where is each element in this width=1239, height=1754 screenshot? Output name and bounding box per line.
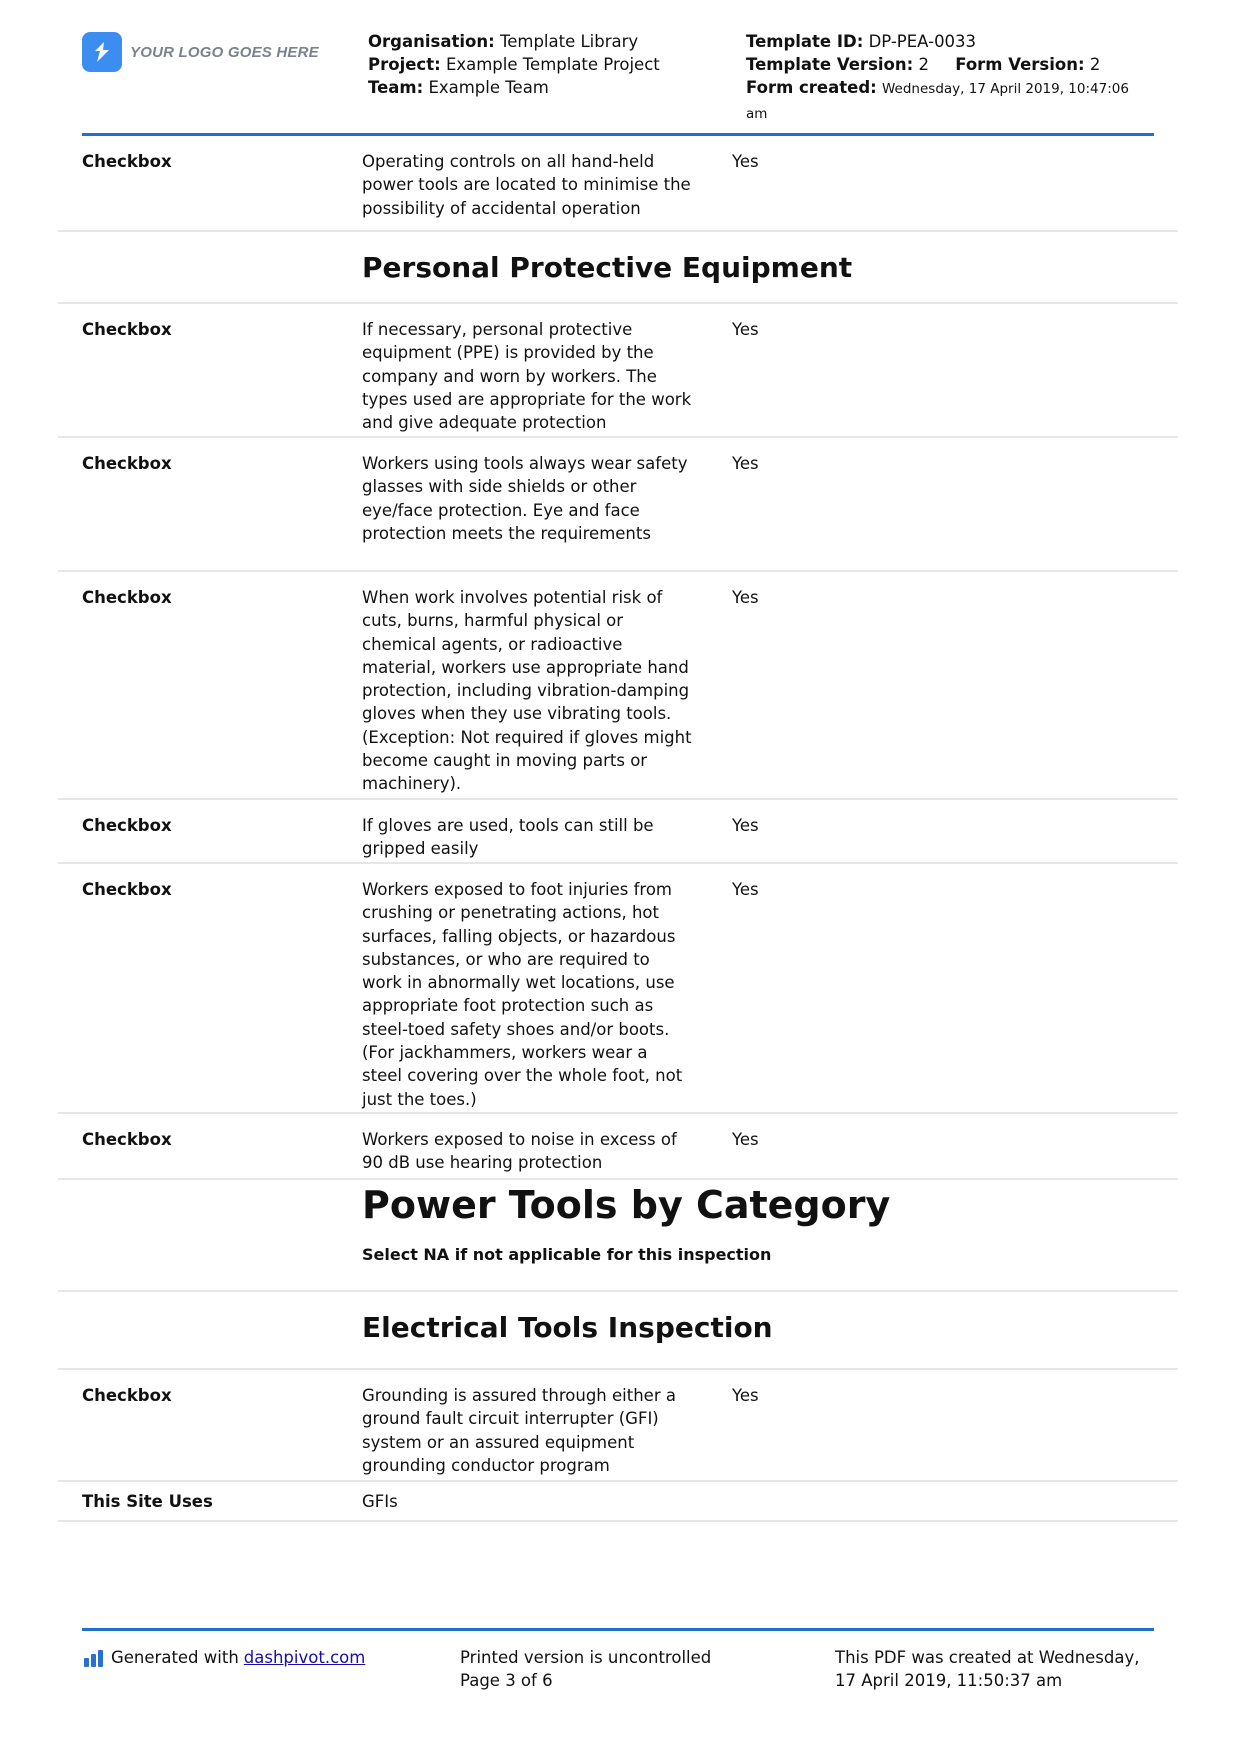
uncontrolled-notice: Printed version is uncontrolled	[460, 1648, 712, 1667]
table-row	[58, 800, 1178, 864]
field-label: Checkbox	[82, 454, 172, 473]
form-created-value: Wednesday, 17 April 2019, 10:47:06 am	[746, 81, 1129, 122]
field-value: Yes	[732, 588, 759, 607]
field-description: GFIs	[362, 1492, 398, 1511]
field-value: Yes	[732, 816, 759, 835]
header-org-info	[368, 30, 660, 99]
footer-print-info	[460, 1646, 711, 1692]
form-created-label: Form created:	[746, 78, 877, 97]
category-title: Power Tools by Category	[362, 1183, 891, 1227]
field-description: Grounding is assured through either a ground fault circuit interrupter (GFI) system or an assured equipment grounding conductor program	[362, 1386, 676, 1475]
field-label: Checkbox	[82, 816, 172, 835]
field-label: Checkbox	[82, 588, 172, 607]
template-id-value: DP-PEA-0033	[868, 32, 977, 51]
table-row	[58, 304, 1178, 438]
table-row	[58, 572, 1178, 800]
field-label: Checkbox	[82, 152, 172, 171]
table-row	[58, 1482, 1178, 1522]
header-template-info	[746, 30, 1154, 126]
team-value: Example Team	[428, 78, 549, 97]
table-row	[58, 864, 1178, 1114]
dashpivot-link[interactable]: dashpivot.com	[243, 1648, 366, 1667]
form-version-label: Form Version:	[955, 55, 1085, 74]
table-row	[58, 1114, 1178, 1180]
project-value: Example Template Project	[445, 55, 660, 74]
dashpivot-bars-icon	[84, 1649, 103, 1667]
logo-icon	[82, 32, 122, 72]
generated-text: Generated with	[111, 1648, 239, 1667]
team-label: Team:	[368, 78, 424, 97]
category-section-header	[58, 1180, 1178, 1292]
field-value: Yes	[732, 454, 759, 473]
field-description: Operating controls on all hand-held power tools are located to minimise the possibility of accidental operation	[362, 152, 691, 218]
section-title: Personal Protective Equipment	[362, 251, 853, 284]
template-version-value: 2	[918, 55, 929, 74]
field-label: Checkbox	[82, 1130, 172, 1149]
category-subtitle: Select NA if not applicable for this inspection	[362, 1245, 772, 1264]
field-description: When work involves potential risk of cuts, burns, harmful physical or chemical agents, or radioactive material, workers use appropriate hand protection, including vibration-damping gloves when they use vibrating tools. (Exception: Not required if gloves might become caught in moving parts or machinery).	[362, 588, 692, 794]
table-row	[58, 1370, 1178, 1482]
form-content	[58, 136, 1178, 1522]
field-label: This Site Uses	[82, 1492, 213, 1511]
page-number: Page 3 of 6	[460, 1671, 553, 1690]
field-description: If necessary, personal protective equipment (PPE) is provided by the company and worn by workers. The types used are appropriate for the work and give adequate protection	[362, 320, 692, 433]
section-title: Electrical Tools Inspection	[362, 1311, 773, 1344]
field-label: Checkbox	[82, 320, 172, 339]
field-description: Workers exposed to foot injuries from crushing or penetrating actions, hot surfaces, falling objects, or hazardous substances, or who are required to work in abnormally wet locations, use appropriate foot protection such as steel-toed safety shoes and/or boots. (For jackhammers, workers wear a steel covering over the whole foot, not just the toes.)	[362, 880, 683, 1109]
field-value: Yes	[732, 1386, 759, 1405]
field-label: Checkbox	[82, 1386, 172, 1405]
field-value: Yes	[732, 152, 759, 171]
logo-text: YOUR LOGO GOES HERE	[130, 43, 319, 61]
organisation-label: Organisation:	[368, 32, 495, 51]
table-row	[58, 136, 1178, 232]
page-header	[82, 30, 1154, 134]
form-version-value: 2	[1089, 55, 1101, 74]
field-value: Yes	[732, 320, 759, 339]
company-logo	[82, 32, 319, 72]
footer-created: This PDF was created at Wednesday, 17 April 2019, 11:50:37 am	[835, 1648, 1140, 1690]
organisation-value: Template Library	[499, 32, 639, 51]
section-header	[58, 1292, 1178, 1370]
field-description: Workers using tools always wear safety glasses with side shields or other eye/face protection. Eye and face protection meets the requirements	[362, 454, 688, 543]
section-header	[58, 232, 1178, 304]
template-id-label: Template ID:	[746, 32, 864, 51]
field-description: If gloves are used, tools can still be gripped easily	[362, 816, 654, 859]
field-description: Workers exposed to noise in excess of 90 dB use hearing protection	[362, 1130, 677, 1173]
project-label: Project:	[368, 55, 441, 74]
field-value: Yes	[732, 1130, 759, 1149]
field-label: Checkbox	[82, 880, 172, 899]
template-version-label: Template Version:	[746, 55, 914, 74]
field-value: Yes	[732, 880, 759, 899]
table-row	[58, 438, 1178, 572]
footer-generated	[84, 1646, 365, 1669]
footer-divider	[82, 1628, 1154, 1631]
